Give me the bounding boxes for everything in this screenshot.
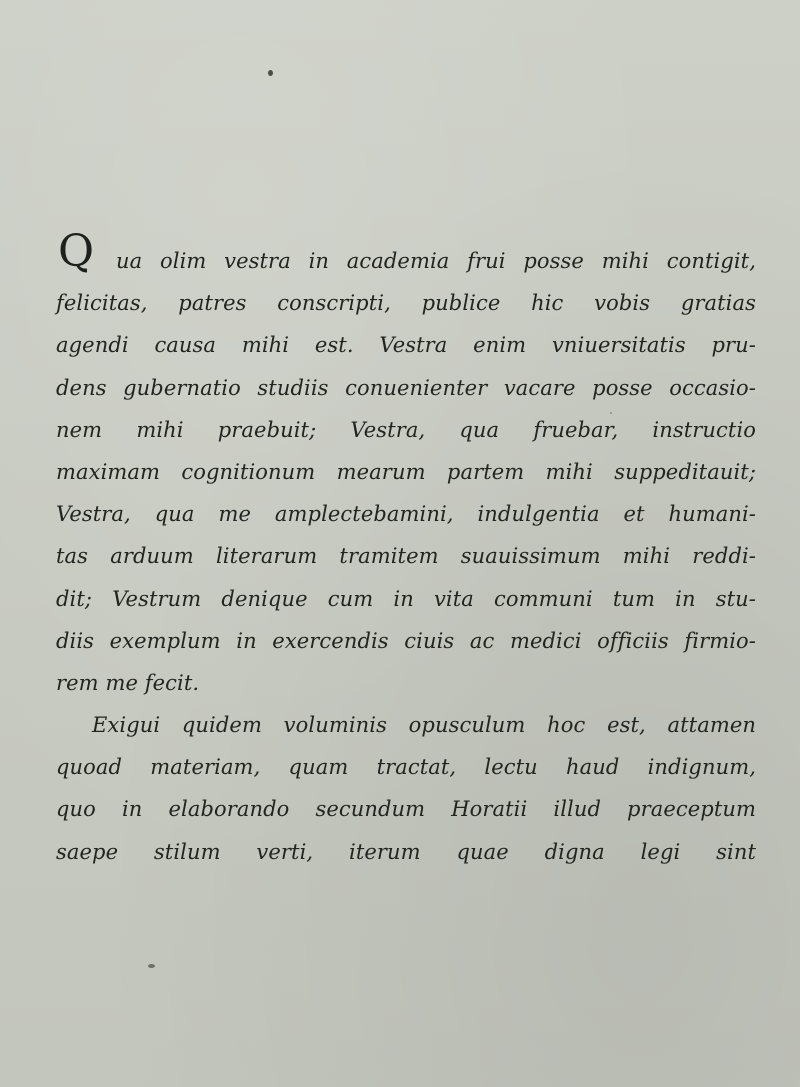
text-line: Exigui quidem voluminis opusculum hoc est, attamen [92,713,756,738]
text-line: quoad materiam, quam tractat, lectu haud indignum, [56,755,756,780]
text-line: felicitas, patres conscripti, publice hic vobis gratias [56,291,756,316]
text-line: quo in elaborando secundum Horatii illud praeceptum [56,797,756,822]
body-text [56,226,756,873]
text-line: nem mihi praebuit; Vestra, qua fruebar, instructio [56,417,756,442]
text-line: dens gubernatio studiis conuenienter vacare posse occasio- [56,375,756,400]
text-line: maximam cognitionum mearum partem mihi suppeditauit; [56,459,756,484]
drop-cap: Q [58,226,95,277]
text-line: agendi causa mihi est. Vestra enim vniuersitatis pru- [56,333,756,358]
ink-speck [148,964,155,968]
text-line: saepe stilum verti, iterum quae digna legi sint [56,839,756,864]
line-text: ua olim vestra in academia frui posse mihi contigit, [116,249,756,273]
text-line: diis exemplum in exercendis ciuis ac medici officiis firmio- [56,628,756,653]
text-line [56,226,756,282]
text-line: rem me fecit. [56,670,200,695]
ink-speck [268,70,273,76]
text-line: tas arduum literarum tramitem suauissimum mihi reddi- [56,544,756,569]
text-line: dit; Vestrum denique cum in vita communi tum in stu- [56,586,756,611]
text-line: Vestra, qua me amplectebamini, indulgentia et humani- [56,502,756,527]
